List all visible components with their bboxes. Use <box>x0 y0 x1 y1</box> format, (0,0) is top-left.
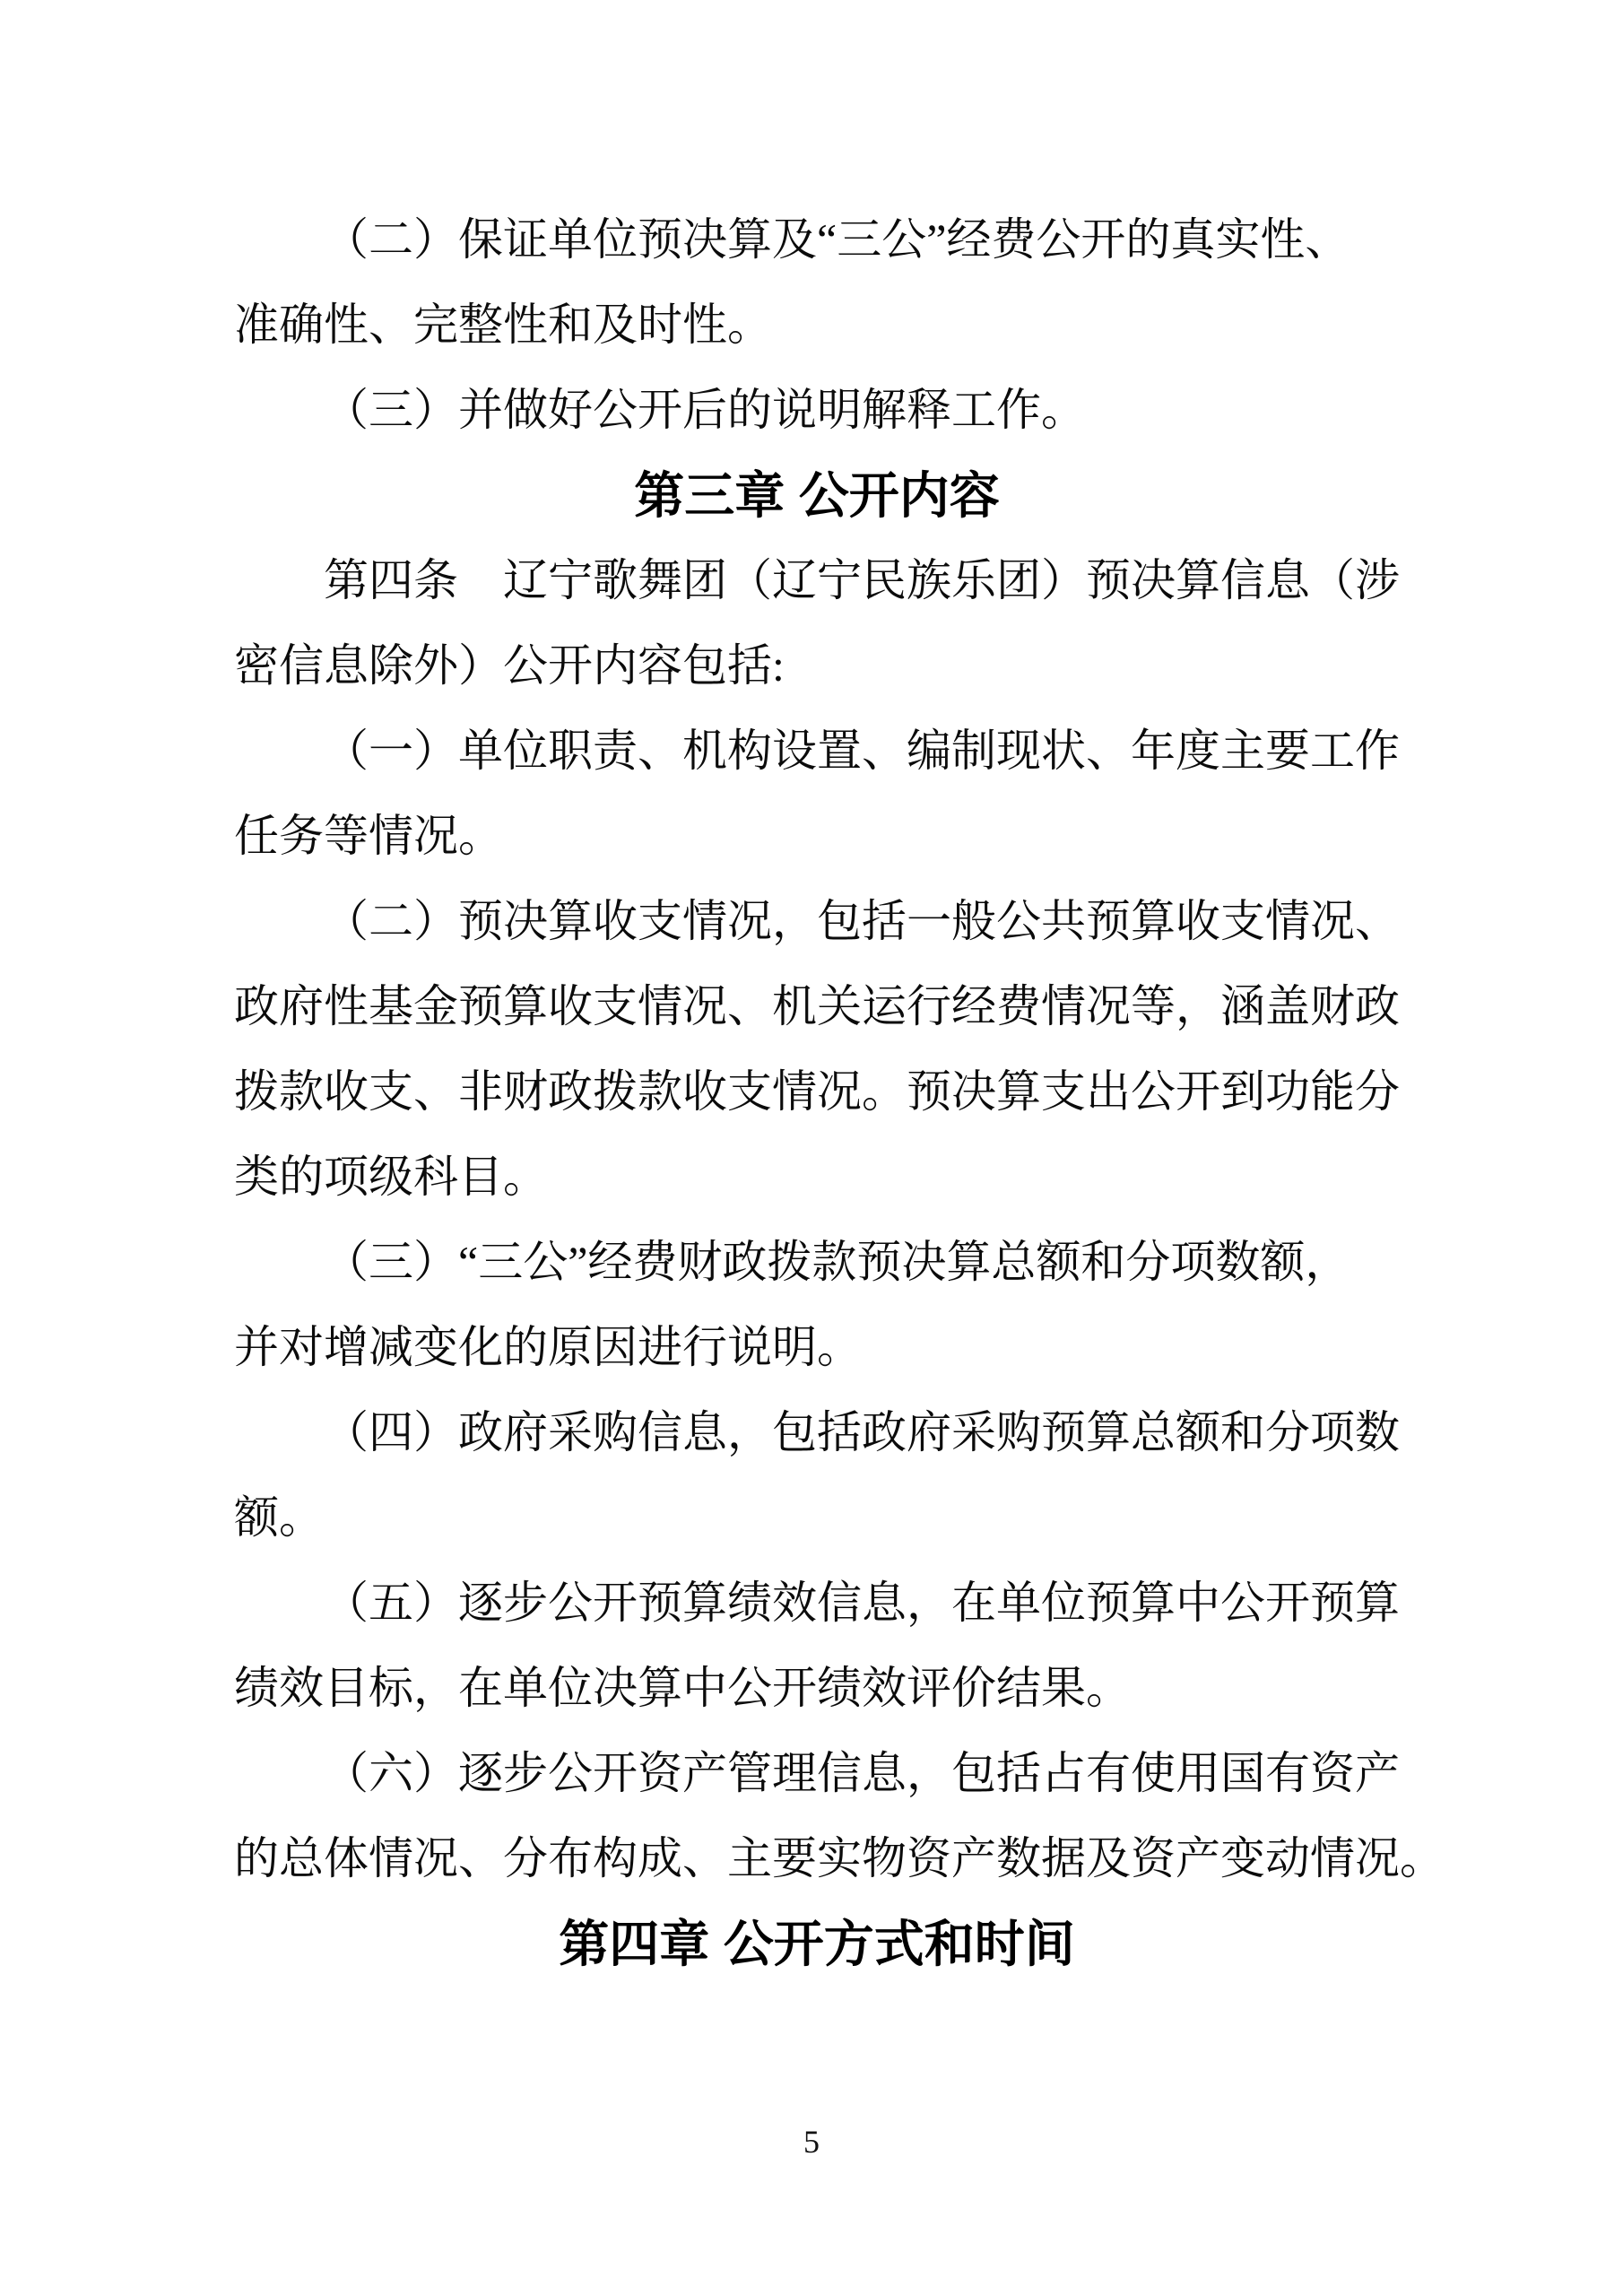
text-line: 政府性基金预算收支情况、机关运行经费情况等，涵盖财政 <box>234 981 1400 1031</box>
chapter-heading: 第三章 公开内容 <box>634 467 1000 524</box>
text-line: 密信息除外）公开内容包括: <box>234 640 785 691</box>
text-line: （三）“三公”经费财政拨款预决算总额和分项数额， <box>324 1237 1350 1287</box>
document-body <box>234 197 1445 1987</box>
text-line: 第四条 辽宁歌舞团（辽宁民族乐团）预决算信息（涉 <box>324 555 1400 605</box>
text-line: 任务等情况。 <box>234 811 503 861</box>
text-line: 的总体情况、分布构成、主要实物资产数据及资产变动情况。 <box>234 1833 1445 1883</box>
text-line: 准确性、完整性和及时性。 <box>234 300 772 350</box>
text-line: 额。 <box>234 1492 324 1543</box>
text-line: 类的项级科目。 <box>234 1152 548 1202</box>
text-line: 拨款收支、非财政拨款收支情况。预决算支出公开到功能分 <box>234 1066 1400 1117</box>
text-line: （四）政府采购信息，包括政府采购预算总额和分项数 <box>324 1407 1400 1457</box>
text-line: （二）保证单位预决算及“三公”经费公开的真实性、 <box>324 214 1350 265</box>
page-number: 5 <box>803 2124 820 2160</box>
text-line: （五）逐步公开预算绩效信息，在单位预算中公开预算 <box>324 1578 1400 1628</box>
text-line: 绩效目标，在单位决算中公开绩效评价结果。 <box>234 1663 1131 1713</box>
text-line: （六）逐步公开资产管理信息，包括占有使用国有资产 <box>324 1748 1400 1798</box>
text-line: （二）预决算收支情况，包括一般公共预算收支情况、 <box>324 896 1400 946</box>
text-line: （一）单位职责、机构设置、编制现状、年度主要工作 <box>324 726 1400 776</box>
chapter-heading: 第四章 公开方式和时间 <box>559 1916 1075 1972</box>
text-line: 并对增减变化的原因进行说明。 <box>234 1322 862 1372</box>
text-line: （三）并做好公开后的说明解释工作。 <box>324 385 1086 435</box>
